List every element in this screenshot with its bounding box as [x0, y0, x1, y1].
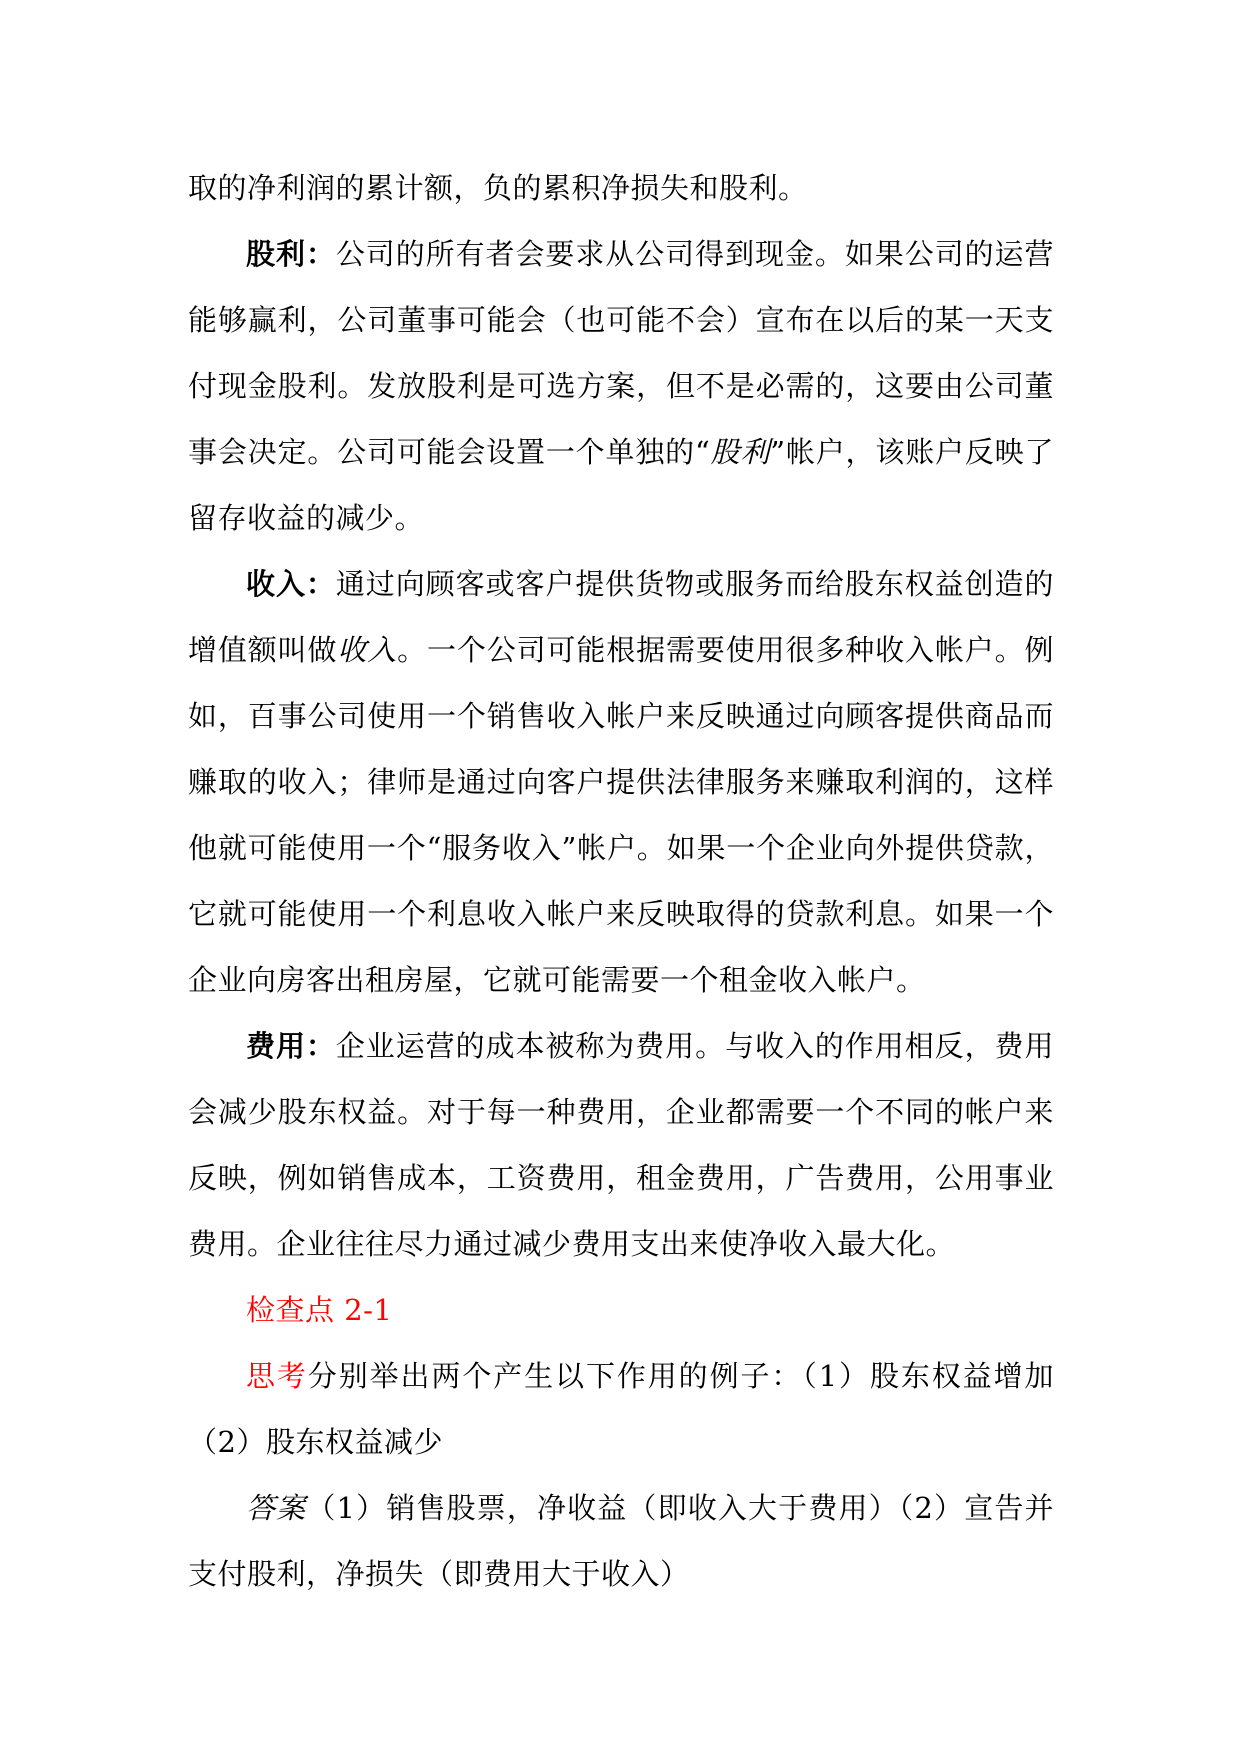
paragraph-dividends [188, 221, 1054, 551]
paragraph-revenue [188, 551, 1054, 1013]
emphasis-dividends: 股利 [710, 435, 771, 469]
paragraph-text: 分别举出两个产生以下作用的例子：（1）股东权益增加（2）股东权益减少 [188, 1359, 1054, 1459]
think-label: 思考 [246, 1359, 308, 1393]
paragraph-text: ”帐户，该账户反映了留存收益的减少。 [188, 435, 1054, 535]
paragraph-text: 公司的所有者会要求从公司得到现金。如果公司的运营能够赢利，公司董事可能会（也可能不会）宣布在以后的某一天支付现金股利。发放股利是可选方案，但不是必需的，这要由公司董事会决定。公司可能会设置一个单独的“ [188, 237, 1054, 469]
paragraph-text: （1）销售股票，净收益（即收入大于费用）（2）宣告并支付股利，净损失（即费用大于收入） [188, 1491, 1054, 1591]
term-expenses: 费用： [246, 1029, 336, 1063]
paragraph-retained-earnings-continued [188, 155, 1054, 221]
paragraph-text: 通过向顾客或客户提供货物或服务而给股东权益创造的增值额叫做 [188, 567, 1054, 667]
answer-label: 答案 [246, 1491, 307, 1525]
paragraph-answer [188, 1475, 1054, 1607]
paragraph-text: 取的净利润的累计额，负的累积净损失和股利。 [188, 171, 808, 205]
paragraph-think [188, 1343, 1054, 1475]
term-revenue: 收入： [246, 567, 336, 601]
paragraph-text: 企业运营的成本被称为费用。与收入的作用相反，费用会减少股东权益。对于每一种费用，企业都需要一个不同的帐户来反映，例如销售成本，工资费用，租金费用，广告费用，公用事业费用。企业往往尽力通过减少费用支出来使净收入最大化。 [188, 1029, 1054, 1261]
paragraph-text: 。一个公司可能根据需要使用很多种收入帐户。例如，百事公司使用一个销售收入帐户来反映通过向顾客提供商品而赚取的收入；律师是通过向客户提供法律服务来赚取利润的，这样他就可能使用一个“服务收入”帐户。如果一个企业向外提供贷款，它就可能使用一个利息收入帐户来反映取得的贷款利息。如果一个企业向房客出租房屋，它就可能需要一个租金收入帐户。 [188, 633, 1054, 997]
checkpoint-label: 检查点 2-1 [246, 1293, 393, 1327]
emphasis-revenue: 收入 [337, 633, 398, 667]
checkpoint-heading [188, 1277, 1054, 1343]
document-page [188, 155, 1054, 1607]
paragraph-expenses [188, 1013, 1054, 1277]
term-dividends: 股利： [246, 237, 336, 271]
